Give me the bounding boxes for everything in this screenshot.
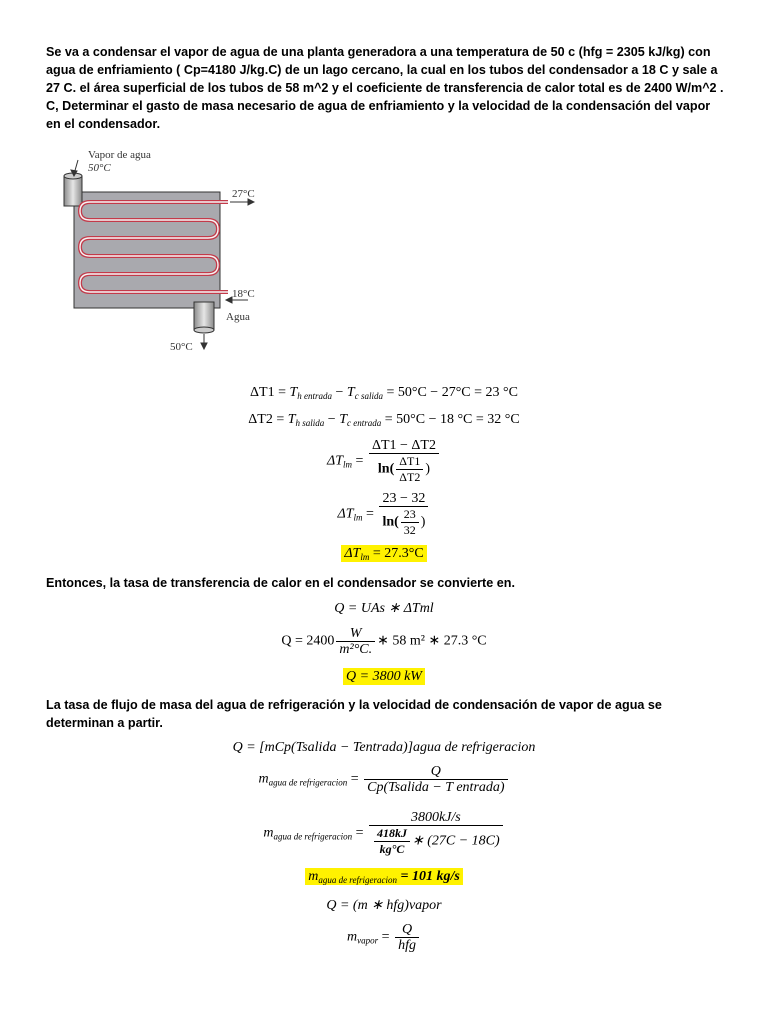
eq-delta-t1: $\Delta T1 = T_{h entrada} - T_{c salida} = 50^\circ C - 27^\circ C = 23$ °C bbox=[250, 385, 518, 401]
eq-mass-formula: $m_{agua de refrigeracion}$ = $\frac{Q}{\text{Cp(Tsalida − T entrada)}}$ bbox=[0, 764, 768, 795]
eq-vapor-balance: Q = (m ∗ hfg)vapor bbox=[326, 898, 442, 913]
transition-heat: Entonces, la tasa de transferencia de calor en el condensador se convierte en. bbox=[46, 576, 515, 590]
eq-mass-values: $m_{agua de refrigeracion}$ = 3800kJ/s $\frac{418kJ}{kg^\circ C}$ ∗ (27C − 18C) bbox=[0, 810, 768, 857]
condenser-diagram bbox=[60, 142, 290, 354]
eq-dtlm-values: $\Delta T_{lm}$ = 23 − 32 ln( $\frac{23}{32}$ ) bbox=[0, 491, 768, 538]
label-in-temp: 18°C bbox=[232, 288, 255, 300]
label-vapor-temp: 50°C bbox=[88, 162, 111, 174]
eq-heat-calc: Q = 2400 $\frac{W}{\text{m²°C.}}$ ∗ 58 m² ∗ 27.3 °C bbox=[281, 626, 487, 657]
eq-vapor-formula: $m_{vapor}$ = $\frac{Q}{\text{hfg}}$ bbox=[0, 922, 768, 953]
eq-mass-result: $m_{agua de refrigeracion} = 101$ kg/s bbox=[0, 869, 768, 885]
eq-mass-balance: Q = [mCp(Tsalida − Tentrada)]agua de refrigeracion bbox=[232, 740, 536, 755]
eq-dtlm-formula: $\Delta T_{lm}$ = ΔT1 − ΔT2 ln( $\frac{\Delta T1}{\Delta T2}$ ) bbox=[0, 438, 768, 485]
transition-mass: La tasa de flujo de masa del agua de refrigeración y la velocidad de condensación de vapor de agua se determinan a partir. bbox=[46, 698, 662, 730]
label-vapor: Vapor de agua bbox=[88, 149, 151, 161]
condensate-outlet-pipe bbox=[194, 302, 214, 330]
condensate-out-arrow bbox=[201, 334, 207, 349]
eq-delta-t2: $\Delta T2 = T_{h salida} - T_{c entrada} = 50^\circ C - 18$ °C = 32 °C bbox=[248, 412, 520, 428]
vapor-inlet-pipe bbox=[64, 176, 82, 206]
problem-statement: Se va a condensar el vapor de agua de una planta generadora a una temperatura de 50 c (hfg = 2305 kJ/kg) con agua de enfriamiento ( Cp=4180 J/kg.C) de un lago cercano, la cual en los tubos del condensador a 18 C y sale a 27 C. el área superficial de los tubos de 58 m^2 y el coeficiente de transferencia de calor total es de 2400 W/m^2 . C, Determinar el gasto de masa necesario de agua de enfriamiento y la velocidad de la condensación del vapor en el condensador. bbox=[46, 45, 724, 131]
label-agua: Agua bbox=[226, 311, 250, 323]
label-bottom-temp: 50°C bbox=[170, 341, 193, 353]
eq-heat-result: Q = 3800 kW bbox=[0, 669, 768, 685]
eq-dtlm-result: $\Delta T_{lm} = 27.3^\circ C$ bbox=[0, 546, 768, 562]
label-out-temp: 27°C bbox=[232, 188, 255, 200]
eq-heat-formula: Q = UAs ∗ ΔTml bbox=[334, 601, 434, 616]
